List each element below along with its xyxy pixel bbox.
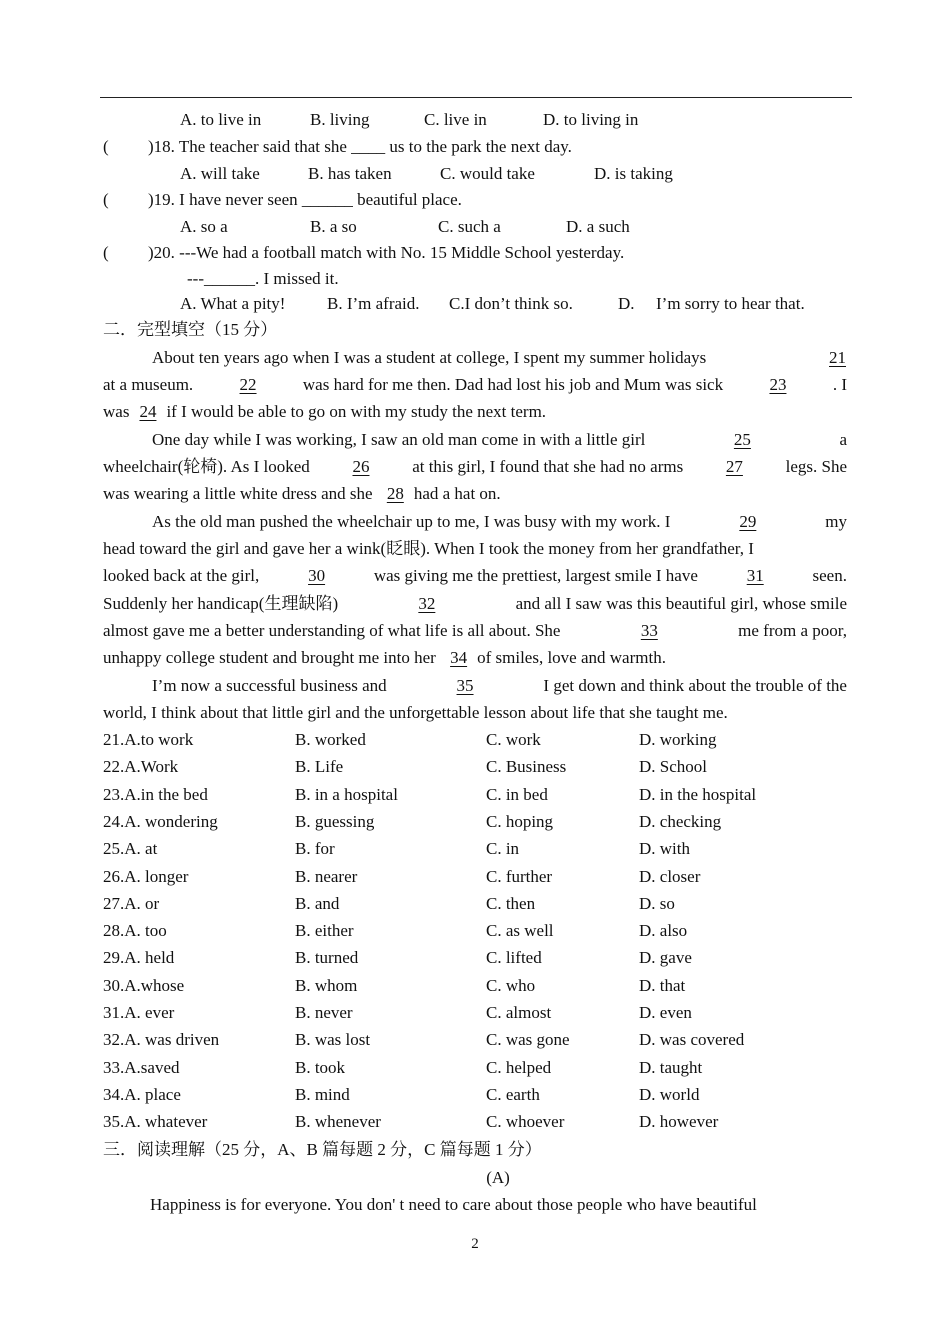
cloze-option-c: C. almost: [486, 1003, 552, 1022]
blank-32: 32: [418, 594, 436, 613]
q18-paren: (: [103, 137, 109, 156]
p3-text: As the old man pushed the wheelchair up to me, I was busy with my work. I: [152, 512, 671, 531]
cloze-option-a: 25.A. at: [103, 839, 158, 859]
cloze-option-row: [103, 1085, 847, 1107]
cloze-option-d: D. closer: [639, 866, 701, 886]
p1-text: was hard for me then. Dad had lost his job and Mum was sick: [302, 375, 724, 394]
cloze-option-d: D. School: [639, 757, 707, 777]
cloze-option-row: [103, 1030, 847, 1052]
cloze-option-b: B. whom: [295, 975, 358, 995]
blank-27: 27: [725, 457, 743, 476]
q17-option-d: D. to living in: [543, 110, 639, 129]
cloze-option-a: 34.A. place: [103, 1084, 181, 1104]
cloze-option-d: D. working: [639, 730, 717, 749]
p3-text: was giving me the prettiest, largest smile I have: [373, 566, 698, 585]
cloze-option-a: 27.A. or: [103, 893, 160, 913]
p1-text: . I: [832, 375, 847, 394]
cloze-option-b: B. took: [295, 1057, 346, 1077]
p1-line-1: [152, 348, 706, 368]
cloze-option-d: D. checking: [639, 811, 722, 831]
blank-22: 22: [239, 375, 257, 394]
q19-option-d: D. a such: [566, 217, 630, 236]
q20-paren: (: [103, 243, 109, 262]
cloze-option-b: B. turned: [295, 948, 359, 968]
q18-option-a: A. will take: [180, 164, 260, 183]
blank-28: 28: [386, 484, 404, 503]
p2-text: was wearing a little white dress and she: [103, 484, 373, 503]
cloze-option-a: 23.A.in the bed: [103, 784, 208, 804]
blank-25: 25: [733, 430, 751, 449]
cloze-option-c: C. earth: [486, 1084, 540, 1104]
q19-option-a: A. so a: [180, 217, 228, 236]
q18-option-c: C. would take: [440, 164, 535, 183]
cloze-option-c: C. lifted: [486, 948, 542, 968]
header-rule: [100, 97, 852, 98]
cloze-option-a: 29.A. held: [103, 948, 175, 968]
q20-reply: ---______. I missed it.: [187, 269, 339, 288]
cloze-option-row: [103, 894, 847, 916]
cloze-option-row: [103, 867, 847, 889]
cloze-option-d: D. in the hospital: [639, 784, 757, 804]
cloze-option-c: C. as well: [486, 921, 554, 941]
cloze-option-row: [103, 1003, 847, 1025]
cloze-option-d: D. gave: [639, 948, 692, 968]
blank-21-number: 21: [829, 348, 846, 367]
p3-line-6: [103, 648, 666, 668]
blank-29: 29: [739, 512, 757, 531]
cloze-option-row: [103, 730, 847, 752]
p1-text: was: [103, 402, 130, 421]
p1-text: About ten years ago when I was a student at college, I spent my summer holidays: [152, 348, 707, 367]
p3-line-3: [103, 566, 847, 586]
cloze-option-b: B. worked: [295, 730, 366, 749]
p1-line-2: [103, 375, 847, 395]
p3-text: of smiles, love and warmth.: [477, 648, 666, 667]
p4-text: I get down and think about the trouble of the: [543, 676, 847, 695]
blank-35: 35: [456, 676, 474, 695]
blank-31: 31: [746, 566, 764, 585]
q17-option-a: A. to live in: [180, 110, 262, 129]
q20-option-d-text: I’m sorry to hear that.: [656, 294, 805, 313]
cloze-option-a: 35.A. whatever: [103, 1112, 208, 1132]
cloze-option-a: 32.A. was driven: [103, 1030, 220, 1050]
blank-30: 30: [308, 566, 326, 585]
p3-text: unhappy college student and brought me into her: [103, 648, 436, 667]
cloze-option-a: 22.A.Work: [103, 757, 179, 777]
cloze-option-c: C. whoever: [486, 1112, 565, 1132]
cloze-option-c: C. in: [486, 839, 520, 859]
cloze-option-d: D. so: [639, 893, 675, 913]
p3-text: my: [825, 512, 847, 531]
p3-text: looked back at the girl,: [103, 566, 260, 585]
cloze-option-a: 30.A.whose: [103, 975, 185, 995]
cloze-option-row: [103, 1112, 847, 1134]
p4-line-1: [152, 676, 847, 696]
p2-text: legs. She: [785, 457, 847, 476]
cloze-option-row: [103, 839, 847, 861]
cloze-option-c: C. Business: [486, 757, 567, 777]
p3-text: Suddenly her handicap(生理缺陷): [103, 594, 339, 613]
p3-line-4: [103, 594, 847, 614]
q19-option-c: C. such a: [438, 217, 501, 236]
cloze-option-a: 24.A. wondering: [103, 811, 218, 831]
p2-text: One day while I was working, I saw an old man come in with a little girl: [152, 430, 646, 449]
cloze-option-a: 28.A. too: [103, 921, 167, 941]
q17-option-b: B. living: [310, 110, 370, 129]
section-2-title: 二．完型填空（15 分）: [103, 320, 278, 339]
cloze-option-row: [103, 812, 847, 834]
page-number: 2: [471, 1236, 479, 1252]
p3-line-5: [103, 621, 847, 641]
passage-a-first-line: Happiness is for everyone. You don' t need to care about those people who have beautiful: [150, 1195, 757, 1214]
p4-text: I’m now a successful business and: [152, 676, 387, 695]
q20-option-a: A. What a pity!: [180, 294, 286, 313]
cloze-option-c: C. was gone: [486, 1030, 570, 1050]
cloze-option-b: B. mind: [295, 1084, 350, 1104]
blank-33: 33: [640, 621, 658, 640]
cloze-option-b: B. never: [295, 1003, 353, 1022]
blank-24: 24: [139, 402, 157, 421]
cloze-option-c: C. hoping: [486, 811, 554, 831]
p2-text: at this girl, I found that she had no arms: [412, 457, 684, 476]
cloze-option-a: 21.A.to work: [103, 730, 194, 749]
q19-option-b: B. a so: [310, 217, 357, 236]
cloze-option-a: 26.A. longer: [103, 866, 189, 886]
cloze-option-d: D. even: [639, 1003, 692, 1022]
cloze-option-d: D. world: [639, 1084, 700, 1104]
cloze-option-row: [103, 757, 847, 779]
blank-34: 34: [450, 648, 468, 667]
cloze-option-row: [103, 785, 847, 807]
cloze-option-a: 33.A.saved: [103, 1057, 180, 1077]
p1-text: at a museum.: [103, 375, 194, 394]
blank-26: 26: [352, 457, 370, 476]
p2-text: a: [839, 430, 847, 449]
p3-text: me from a poor,: [738, 621, 847, 640]
section-3-title: 三．阅读理解（25 分，A、B 篇每题 2 分，C 篇每题 1 分）: [103, 1140, 542, 1159]
p3-line-1: [152, 512, 847, 532]
q20-option-d-letter: D.: [618, 294, 635, 313]
p3-text: almost gave me a better understanding of what life is all about. She: [103, 621, 561, 640]
q19-paren: (: [103, 190, 109, 209]
q19-stem: )19. I have never seen ______ beautiful place.: [148, 190, 462, 209]
cloze-option-b: B. guessing: [295, 811, 375, 831]
cloze-option-a: 31.A. ever: [103, 1003, 175, 1022]
cloze-option-b: B. whenever: [295, 1112, 381, 1132]
cloze-option-c: C. who: [486, 975, 536, 995]
p1-text: if I would be able to go on with my study the next term.: [166, 402, 547, 421]
cloze-option-c: C. then: [486, 893, 536, 913]
cloze-option-b: B. Life: [295, 757, 344, 777]
p4-line-2: world, I think about that little girl and the unforgettable lesson about life that she taught me.: [103, 703, 728, 722]
q20-stem: )20. ---We had a football match with No. 15 Middle School yesterday.: [148, 243, 625, 262]
p2-line-3: [103, 484, 501, 504]
cloze-option-d: D. taught: [639, 1057, 703, 1077]
blank-23: 23: [769, 375, 787, 394]
cloze-option-b: B. for: [295, 839, 335, 859]
cloze-option-d: D. with: [639, 839, 690, 859]
cloze-option-d: D. however: [639, 1112, 719, 1132]
cloze-option-c: C. helped: [486, 1057, 552, 1077]
blank-21: [806, 348, 846, 368]
cloze-option-row: [103, 1058, 847, 1080]
p1-line-3: [103, 402, 546, 422]
p2-text: wheelchair(轮椅). As I looked: [103, 457, 310, 476]
q20-option-b: B. I’m afraid.: [327, 294, 420, 313]
cloze-option-row: [103, 976, 847, 998]
q17-option-c: C. live in: [424, 110, 487, 129]
cloze-option-b: B. and: [295, 893, 340, 913]
cloze-option-c: C. work: [486, 730, 541, 749]
passage-a-label: (A): [486, 1168, 510, 1187]
p2-line-1: [152, 430, 847, 450]
cloze-option-d: D. that: [639, 975, 686, 995]
p3-text: seen.: [812, 566, 847, 585]
cloze-option-b: B. in a hospital: [295, 784, 398, 804]
p2-text: had a hat on.: [413, 484, 501, 503]
cloze-option-row: [103, 921, 847, 943]
q18-stem: )18. The teacher said that she ____ us to the park the next day.: [148, 137, 572, 156]
cloze-option-b: B. was lost: [295, 1030, 371, 1050]
cloze-option-row: [103, 948, 847, 970]
p3-text: and all I saw was this beautiful girl, whose smile: [515, 594, 847, 613]
q18-option-b: B. has taken: [308, 164, 392, 183]
cloze-option-c: C. in bed: [486, 784, 548, 804]
cloze-option-d: D. also: [639, 921, 688, 941]
p2-line-2: [103, 457, 847, 477]
cloze-option-d: D. was covered: [639, 1030, 745, 1050]
cloze-option-c: C. further: [486, 866, 553, 886]
cloze-option-b: B. nearer: [295, 866, 358, 886]
q20-option-c: C.I don’t think so.: [449, 294, 573, 313]
p3-line-2: head toward the girl and gave her a wink(眨眼). When I took the money from her grandfather, I: [103, 539, 754, 558]
cloze-option-b: B. either: [295, 921, 354, 941]
q18-option-d: D. is taking: [594, 164, 673, 183]
